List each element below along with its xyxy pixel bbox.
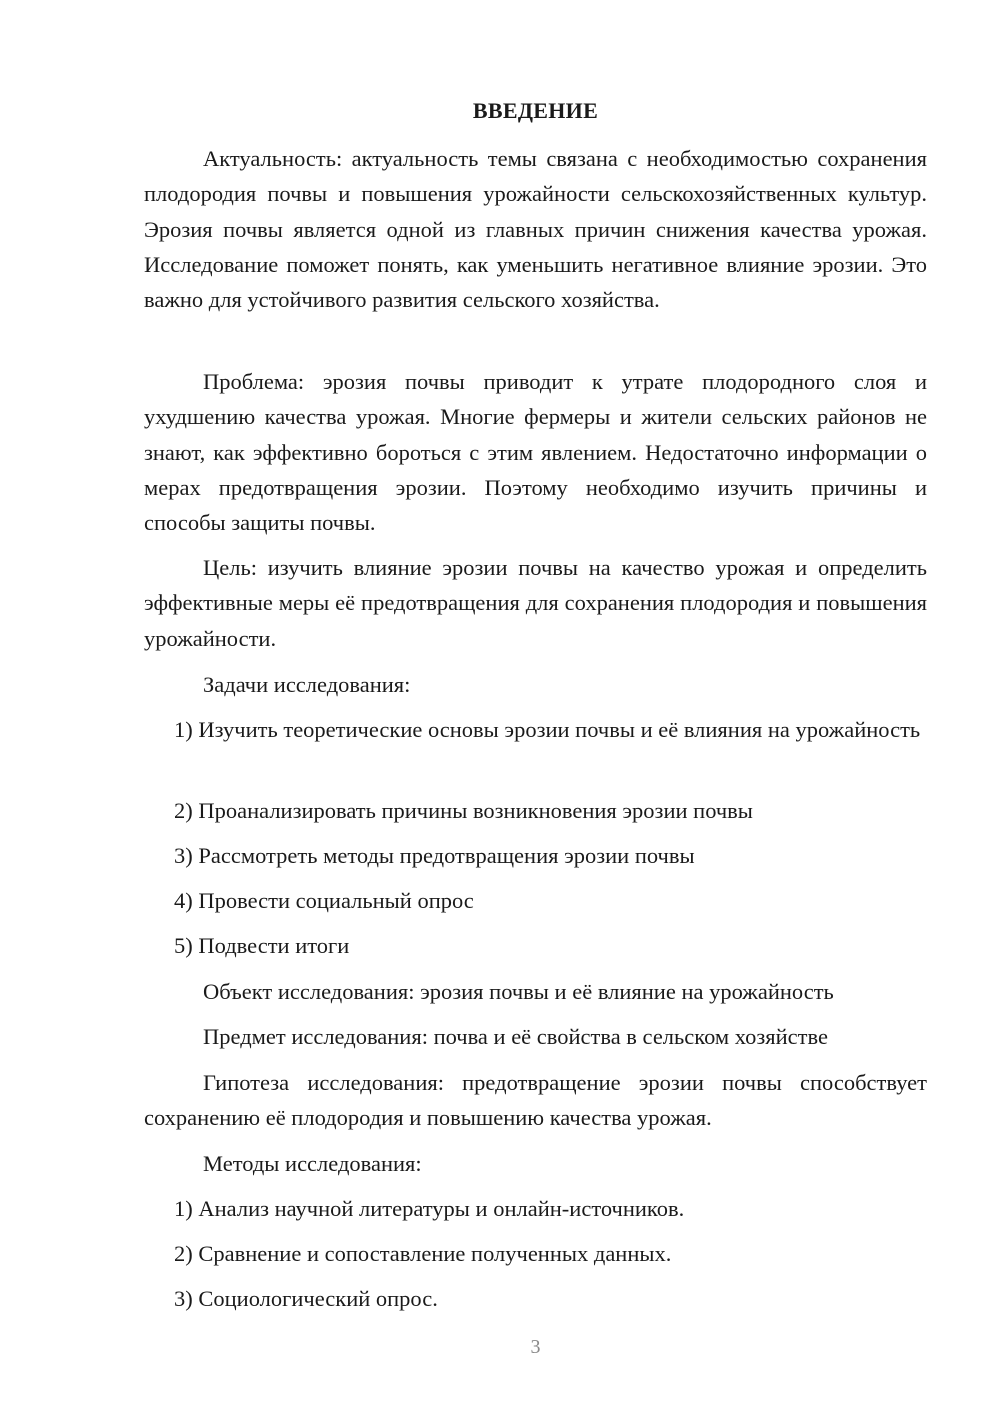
method-item-2: 2) Сравнение и сопоставление полученных данных. bbox=[174, 1241, 672, 1266]
research-object: Объект исследования: эрозия почвы и её влияние на урожайность bbox=[203, 979, 834, 1004]
task-item-1: 1) Изучить теоретические основы эрозии почвы и её влияния на урожайность bbox=[174, 717, 921, 742]
task-item-2: 2) Проанализировать причины возникновения эрозии почвы bbox=[174, 798, 753, 823]
task-item-3: 3) Рассмотреть методы предотвращения эрозии почвы bbox=[174, 843, 695, 868]
problem-paragraph: Проблема: эрозия почвы приводит к утрате плодородного слоя и ухудшению качества урожая. Многие фермеры и жители сельских районов не знают, как эффективно бороться с этим явлением. Недостаточно информации о мерах предотвращения эрозии. Поэтому необходимо изучить причины и способы защиты почвы. bbox=[144, 369, 927, 536]
hypothesis-paragraph: Гипотеза исследования: предотвращение эрозии почвы способствует сохранению её плодородия и повышению качества урожая. bbox=[144, 1070, 927, 1131]
relevance-paragraph: Актуальность: актуальность темы связана с необходимостью сохранения плодородия почвы и повышения урожайности сельскохозяйственных культур. Эрозия почвы является одной из главных причин снижения качества урожая. Исследование поможет понять, как уменьшить негативное влияние эрозии. Это важно для устойчивого развития сельского хозяйства. bbox=[144, 146, 927, 313]
goal-paragraph: Цель: изучить влияние эрозии почвы на качество урожая и определить эффективные меры её предотвращения для сохранения плодородия и повышения урожайности. bbox=[144, 555, 927, 651]
research-subject: Предмет исследования: почва и её свойства в сельском хозяйстве bbox=[203, 1024, 828, 1049]
task-item-5: 5) Подвести итоги bbox=[174, 933, 350, 958]
methods-heading: Методы исследования: bbox=[203, 1151, 422, 1176]
method-item-3: 3) Социологический опрос. bbox=[174, 1286, 438, 1311]
page-number: 3 bbox=[530, 1336, 541, 1358]
document-page bbox=[144, 0, 927, 1414]
page-title: ВВЕДЕНИЕ bbox=[472, 98, 599, 123]
method-item-1: 1) Анализ научной литературы и онлайн-источников. bbox=[174, 1196, 685, 1221]
tasks-heading: Задачи исследования: bbox=[203, 672, 411, 697]
task-item-4: 4) Провести социальный опрос bbox=[174, 888, 474, 913]
